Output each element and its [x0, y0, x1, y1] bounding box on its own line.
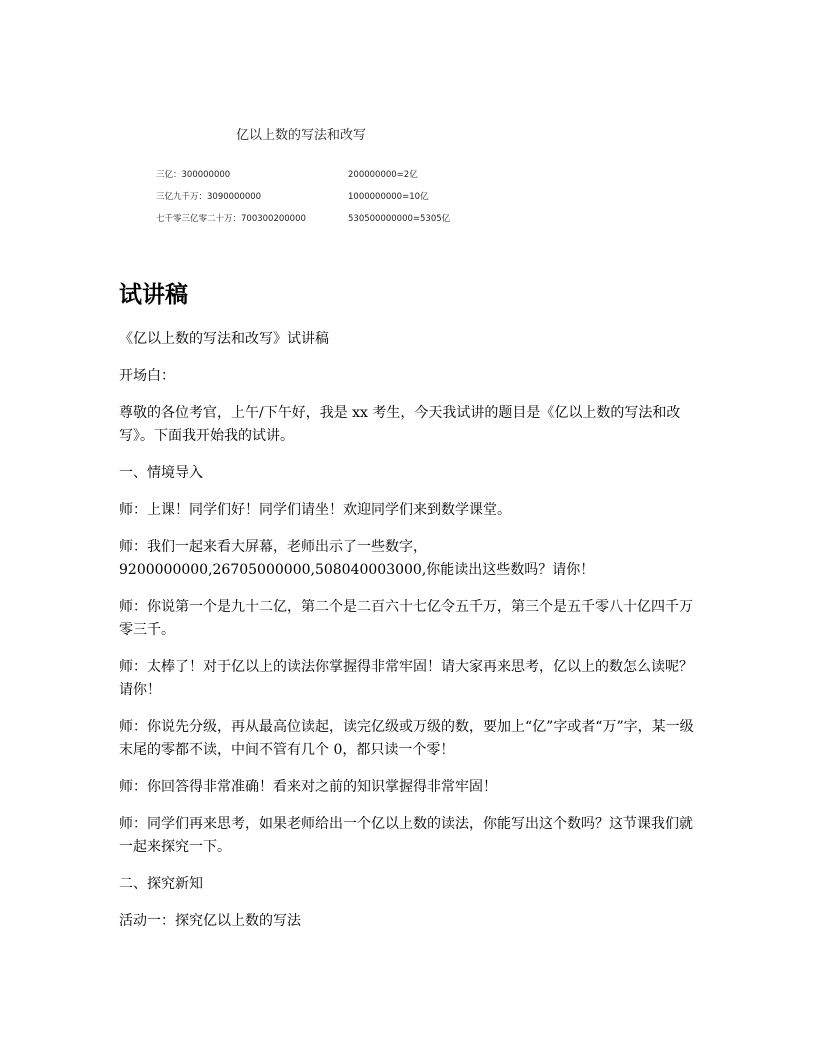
figure-row-left: 七千零三亿零二十万：700300200000 [156, 214, 306, 224]
figure-row-left: 三亿：300000000 [156, 170, 231, 180]
figure-row [156, 190, 696, 204]
figure-row-right: 530500000000=5305亿 [348, 214, 451, 224]
paragraph: 开场白： [119, 368, 175, 384]
figure-title: 亿以上数的写法和改写 [236, 128, 367, 143]
paragraph: 师：你说先分级，再从最高位读起，读完亿级或万级的数，要加上“亿”字或者“万”字，某一级末尾的零都不读，中间不管有几个 0，都只读一个零！ [119, 719, 694, 758]
paragraph: 师：你说第一个是九十二亿，第二个是二百六十七亿令五千万，第三个是五千零八十亿四千万零三千。 [119, 599, 693, 638]
document-heading: 试讲稿 [119, 282, 188, 308]
section-heading: 二、探究新知 [119, 876, 203, 892]
figure-row-left: 三亿九千万：3090000000 [156, 192, 262, 202]
figure-row-right: 200000000=2亿 [348, 170, 418, 180]
section-heading: 一、情境导入 [119, 465, 203, 481]
paragraph: 活动一：探究亿以上数的写法 [119, 913, 301, 929]
figure-row [156, 168, 696, 182]
paragraph: 尊敬的各位考官，上午/下午好，我是 xx 考生，今天我试讲的题目是《亿以上数的写法和改写》。下面我开始我的试讲。 [119, 405, 681, 444]
doc-title: 《亿以上数的写法和改写》试讲稿 [119, 331, 329, 347]
paragraph: 师：同学们再来思考，如果老师给出一个亿以上数的读法，你能写出这个数吗？这节课我们就一起来探究一下。 [119, 816, 693, 855]
document-body [119, 328, 699, 947]
figure-row [156, 212, 696, 226]
paragraph: 师：太棒了！对于亿以上的读法你掌握得非常牢固！请大家再来思考，亿以上的数怎么读呢？请你！ [119, 659, 693, 698]
paragraph: 师：上课！同学们好！同学们请坐！欢迎同学们来到数学课堂。 [119, 502, 511, 518]
paragraph: 师：你回答得非常准确！看来对之前的知识掌握得非常牢固！ [119, 779, 497, 795]
paragraph: 师：我们一起来看大屏幕，老师出示了一些数字，9200000000,26705000000,508040003000,你能读出这些数吗？请你！ [119, 539, 595, 578]
figure-row-right: 1000000000=10亿 [348, 192, 429, 202]
example-image [148, 118, 708, 238]
